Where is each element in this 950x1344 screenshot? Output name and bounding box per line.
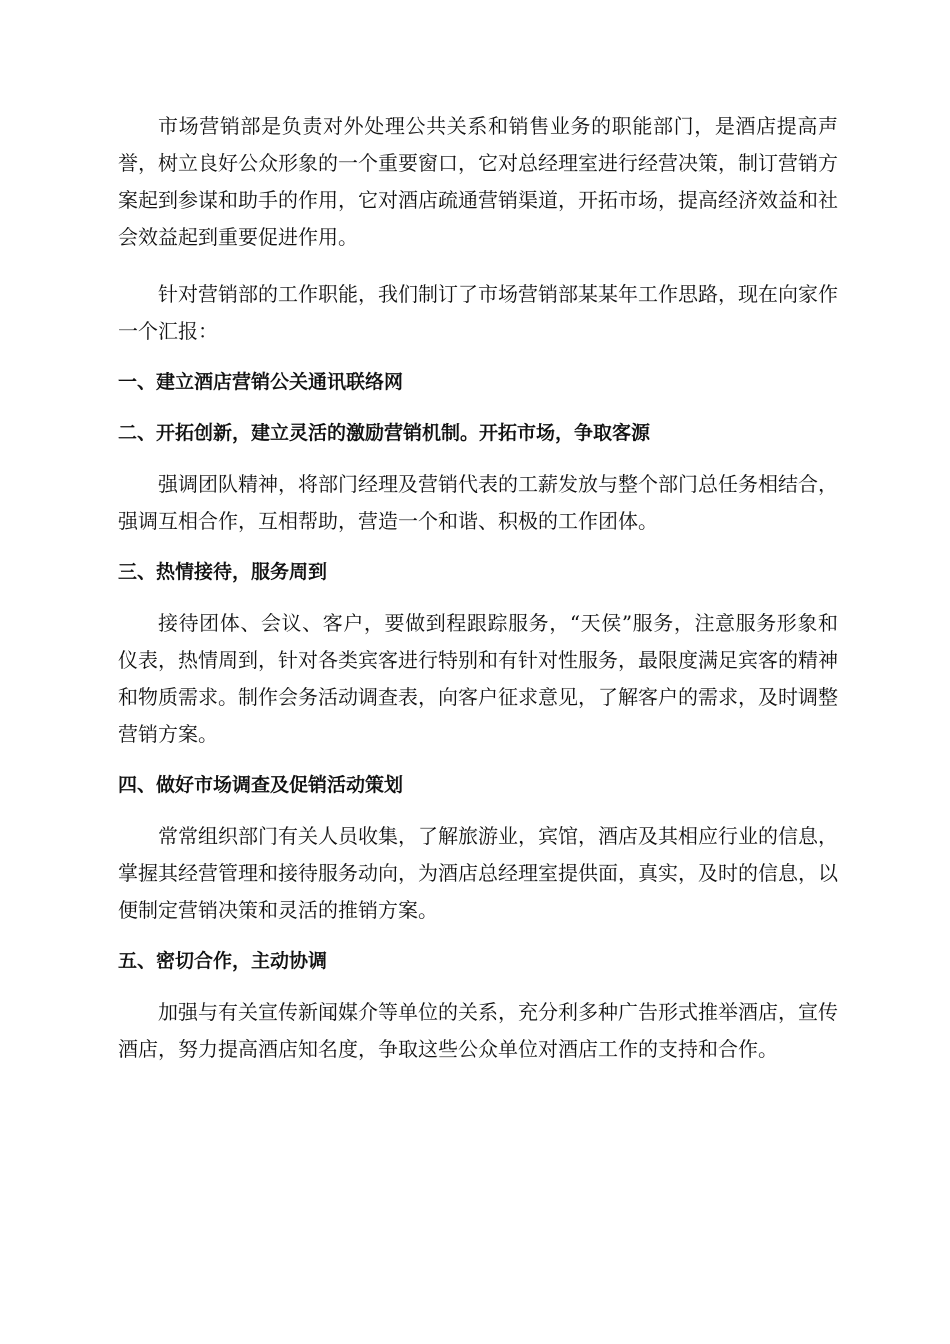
report-paragraph: 针对营销部的工作职能，我们制订了市场营销部某某年工作思路，现在向家作一个汇报：: [118, 282, 838, 343]
section-heading-5: 五、密切合作，主动协调: [118, 950, 328, 972]
section-heading-3: 三、热情接待，服务周到: [118, 561, 328, 583]
section-heading-1: 一、建立酒店营销公关通讯联络网: [118, 371, 404, 393]
spacer: [118, 804, 838, 818]
section-heading-4: 四、做好市场调查及促销活动策划: [118, 774, 404, 796]
spacer: [118, 401, 838, 415]
spacer: [118, 452, 838, 466]
spacer: [118, 350, 838, 364]
section-body-4: 常常组织部门有关人员收集，了解旅游业，宾馆，酒店及其相应行业的信息，掌握其经营管理和接待服务动向，为酒店总经理室提供面，真实，及时的信息，以便制定营销决策和灵活的推销方案。: [118, 824, 838, 922]
spacer: [118, 980, 838, 994]
spacer: [118, 256, 838, 276]
spacer: [118, 929, 838, 943]
intro-paragraph: 市场营销部是负责对外处理公共关系和销售业务的职能部门，是酒店提高声誉，树立良好公众形象的一个重要窗口，它对总经理室进行经营决策，制订营销方案起到参谋和助手的作用，它对酒店疏通营销渠道，开拓市场，提高经济效益和社会效益起到重要促进作用。: [118, 114, 838, 249]
spacer: [118, 591, 838, 605]
spacer: [118, 540, 838, 554]
document-page: [118, 108, 838, 1068]
spacer: [118, 753, 838, 767]
section-body-5: 加强与有关宣传新闻媒介等单位的关系，充分利多种广告形式推举酒店，宣传酒店，努力提高酒店知名度，争取这些公众单位对酒店工作的支持和合作。: [118, 1000, 838, 1061]
section-body-2: 强调团队精神，将部门经理及营销代表的工薪发放与整个部门总任务相结合，强调互相合作，互相帮助，营造一个和谐、积极的工作团体。: [118, 472, 838, 533]
section-body-3: 接待团体、会议、客户，要做到程跟踪服务，“天侯”服务，注意服务形象和仪表，热情周到，针对各类宾客进行特别和有针对性服务，最限度满足宾客的精神和物质需求。制作会务活动调查表，向客户征求意见，了解客户的需求，及时调整营销方案。: [118, 611, 838, 746]
section-heading-2: 二、开拓创新，建立灵活的激励营销机制。开拓市场，争取客源: [118, 422, 651, 444]
